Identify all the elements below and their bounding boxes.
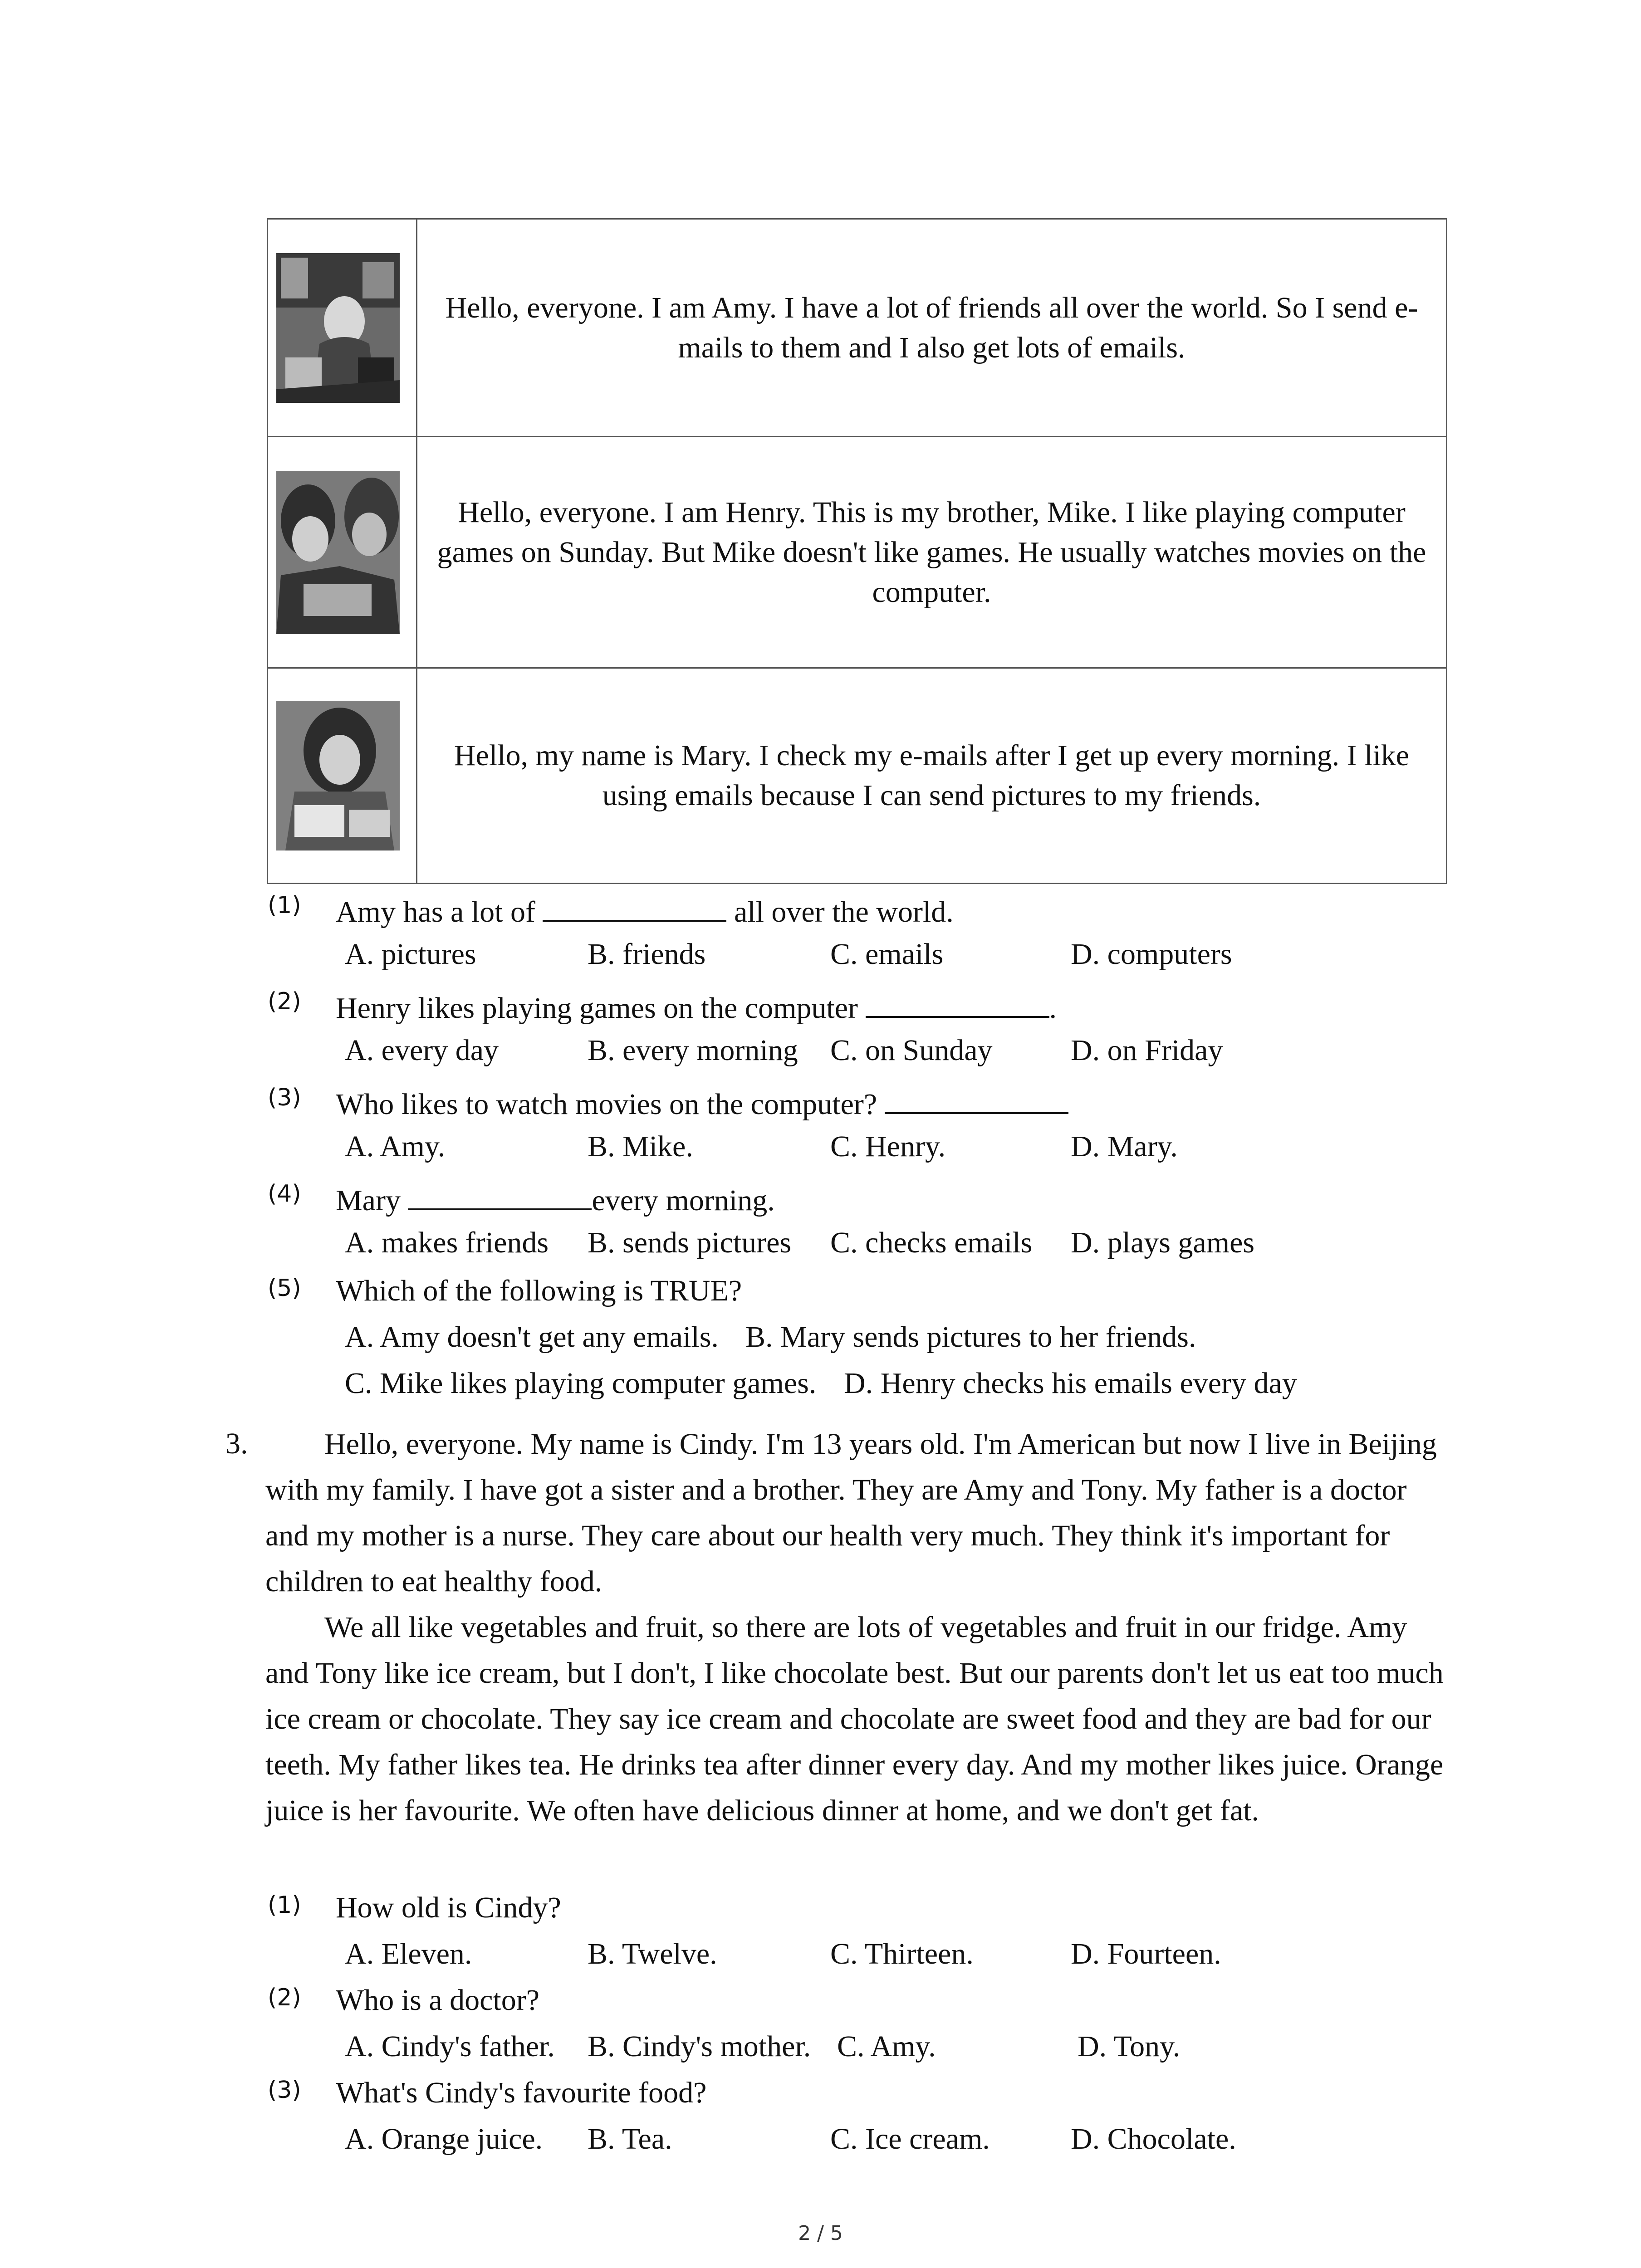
option[interactable]: D. plays games: [1071, 1226, 1255, 1259]
option[interactable]: A. Cindy's father.: [345, 2030, 555, 2063]
table-row: [268, 219, 1447, 437]
option[interactable]: D. Chocolate.: [1071, 2122, 1236, 2156]
photo-cell: [268, 437, 417, 668]
option[interactable]: B. Tea.: [588, 2122, 672, 2156]
option[interactable]: C. Mike likes playing computer games.: [345, 1367, 817, 1400]
photo-cell: [268, 668, 417, 884]
question-number: (4): [268, 1180, 301, 1207]
photo-two-boys: [276, 471, 400, 634]
option[interactable]: A. Amy.: [345, 1130, 446, 1163]
table-text-mary: Hello, my name is Mary. I check my e-mails after I get up every morning. I like using emails because I can send pictures to my friends.: [417, 668, 1447, 884]
option[interactable]: B. sends pictures: [588, 1226, 792, 1259]
reading-table: [267, 218, 1447, 884]
option[interactable]: B. Mary sends pictures to her friends.: [745, 1320, 1196, 1354]
page-number: 2 / 5: [798, 2222, 843, 2245]
photo-girl-at-computer: [276, 253, 400, 403]
question-2-stem: Henry likes playing games on the computer .: [336, 986, 1057, 1026]
answer-blank[interactable]: [543, 890, 726, 922]
option[interactable]: A. every day: [345, 1034, 499, 1067]
question-number: (2): [268, 1984, 301, 2011]
option[interactable]: C. on Sunday: [830, 1034, 993, 1067]
option[interactable]: C. emails: [830, 938, 944, 971]
option[interactable]: D. on Friday: [1071, 1034, 1223, 1067]
passage-paragraph-2: We all like vegetables and fruit, so there are lots of vegetables and fruit in our fridge. Amy and Tony like ice cream, but I don't, I like chocolate best. But our parents don't let us eat too much ice cream or chocolate. They say ice cream and chocolate are sweet food and they are bad for our teeth. My father likes tea. He drinks tea after dinner every day. And my mother likes juice. Orange juice is her favourite. We often have delicious dinner at home, and we don't get fat.: [265, 1611, 1444, 1827]
question-number: (5): [268, 1275, 301, 1302]
table-text-amy: Hello, everyone. I am Amy. I have a lot of friends all over the world. So I send e-mails to them and I also get lots of emails.: [417, 219, 1447, 437]
option[interactable]: C. Amy.: [837, 2030, 936, 2063]
question-5-stem: Which of the following is TRUE?: [336, 1274, 742, 1307]
question-number: (3): [268, 1084, 301, 1111]
photo-girl-with-laptop: [276, 701, 400, 850]
option[interactable]: A. makes friends: [345, 1226, 549, 1259]
option[interactable]: B. every morning: [588, 1034, 798, 1067]
option[interactable]: B. Twelve.: [588, 1937, 717, 1970]
option[interactable]: A. Eleven.: [345, 1937, 472, 1970]
photo-cell: [268, 219, 417, 437]
answer-blank[interactable]: [408, 1178, 592, 1210]
option[interactable]: C. Ice cream.: [830, 2122, 990, 2156]
option[interactable]: D. Henry checks his emails every day: [844, 1367, 1297, 1400]
option[interactable]: D. Tony.: [1078, 2030, 1181, 2063]
option[interactable]: B. Mike.: [588, 1130, 693, 1163]
question-3-stem: Who likes to watch movies on the computer?: [336, 1082, 1068, 1123]
option[interactable]: C. Thirteen.: [830, 1937, 974, 1970]
table-text-henry: Hello, everyone. I am Henry. This is my brother, Mike. I like playing computer games on Sunday. But Mike doesn't like games. He usually watches movies on the computer.: [417, 437, 1447, 668]
option[interactable]: A. pictures: [345, 938, 476, 971]
question-2-stem: Who is a doctor?: [336, 1984, 540, 2017]
question-number: (1): [268, 892, 301, 919]
option[interactable]: B. friends: [588, 938, 706, 971]
question-3-stem: What's Cindy's favourite food?: [336, 2076, 707, 2109]
question-number: (1): [268, 1892, 301, 1919]
option[interactable]: B. Cindy's mother.: [588, 2030, 811, 2063]
question-4-stem: Mary every morning.: [336, 1178, 775, 1219]
question-1-stem: How old is Cindy?: [336, 1891, 561, 1924]
answer-blank[interactable]: [885, 1082, 1068, 1114]
question-number: (2): [268, 988, 301, 1015]
section-number: 3.: [225, 1427, 248, 1460]
option[interactable]: D. Mary.: [1071, 1130, 1178, 1163]
table-row: [268, 437, 1447, 668]
answer-blank[interactable]: [866, 986, 1049, 1018]
passage-paragraph-1: Hello, everyone. My name is Cindy. I'm 13 years old. I'm American but now I live in Beijing with my family. I have got a sister and a brother. They are Amy and Tony. My father is a doctor and my mother is a nurse. They care about our health very much. They think it's important for children to eat healthy food.: [265, 1427, 1437, 1598]
table-row: [268, 668, 1447, 884]
option[interactable]: C. checks emails: [830, 1226, 1033, 1259]
question-1-stem: Amy has a lot of all over the world.: [336, 890, 954, 930]
option[interactable]: D. computers: [1071, 938, 1232, 971]
question-number: (3): [268, 2077, 301, 2104]
option[interactable]: A. Amy doesn't get any emails.: [345, 1320, 719, 1354]
option[interactable]: C. Henry.: [830, 1130, 946, 1163]
option[interactable]: A. Orange juice.: [345, 2122, 543, 2156]
option[interactable]: D. Fourteen.: [1071, 1937, 1221, 1970]
